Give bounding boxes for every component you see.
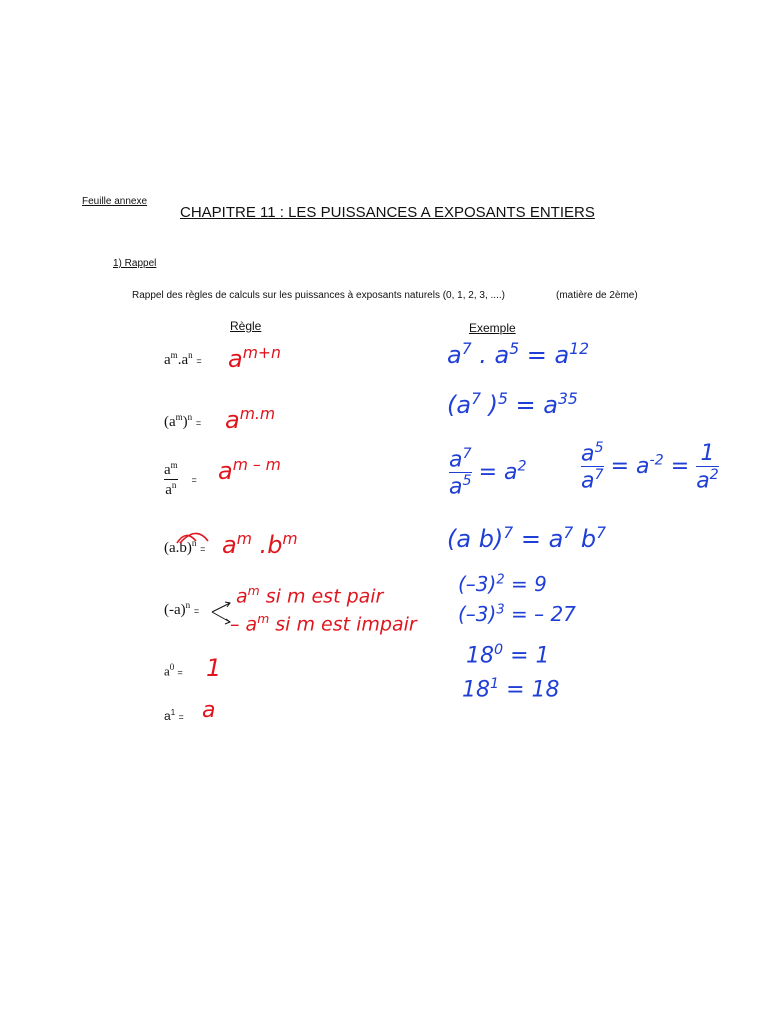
rule-one-exponent: $a^1$ =	[164, 708, 184, 723]
example-odd-exponent: $(-3)^3$ = – 27	[458, 602, 576, 626]
answer-product: $a^{m+n}$	[228, 344, 281, 373]
rule-negative-base: $(-a)^n$ =	[164, 600, 200, 618]
rule-product: $a^m.a^n$ =	[164, 350, 202, 368]
answer-quotient: $a^{m - m}$	[218, 456, 281, 485]
section-intro: Rappel des règles de calculs sur les puissances à exposants naturels (0, 1, 2, 3, ....)	[132, 290, 505, 301]
column-example-header: Exemple	[469, 321, 516, 335]
section-note: (matière de 2ème)	[556, 290, 638, 301]
example-product: $a^7$ . $a^5 = a^{12}$	[447, 340, 590, 369]
answer-zero-exponent: 1	[206, 654, 222, 682]
example-power-of-power: ($a^7$ )$^5 = a^{35}$	[447, 390, 578, 419]
section-heading: 1) Rappel	[113, 258, 157, 269]
answer-one-exponent: a	[202, 698, 216, 723]
rule-quotient: $\frac{a^m}{a^n}$ =	[164, 460, 197, 498]
answer-even-exponent: $a^m$ si m est pair	[236, 584, 384, 608]
rule-zero-exponent: $a^0$ =	[164, 662, 183, 679]
answer-odd-exponent: – $a^m$ si m est impair	[230, 612, 417, 636]
example-product-power: (a $b)^7 = a^7$ $b^7$	[447, 524, 607, 553]
distribution-arcs	[174, 527, 214, 545]
answer-power-of-power: $a^{m.m}$	[225, 405, 276, 434]
example-quotient-1: $\frac{a^7}{a^5}$ = $a^2$	[449, 446, 527, 500]
rule-product-power: $(a.b)^n$ =	[164, 538, 206, 556]
example-one-exponent: $18^1 = 18$	[462, 676, 560, 703]
example-zero-exponent: $18^0 = 1$	[466, 642, 550, 669]
example-quotient-2: $\frac{a^5}{a^7}$ = $a^{-2}$ = $\frac{1}{a^2}$	[581, 440, 719, 494]
answer-product-power: $a^m$ $.b^m$	[222, 530, 298, 559]
page-title: CHAPITRE 11 : LES PUISSANCES A EXPOSANTS ENTIERS	[180, 204, 595, 221]
annex-label: Feuille annexe	[82, 196, 148, 207]
example-even-exponent: $(-3)^2 = 9$	[458, 572, 547, 596]
column-rule-header: Règle	[230, 319, 262, 333]
rule-power-of-power: $(a^m)^n$ =	[164, 412, 202, 430]
